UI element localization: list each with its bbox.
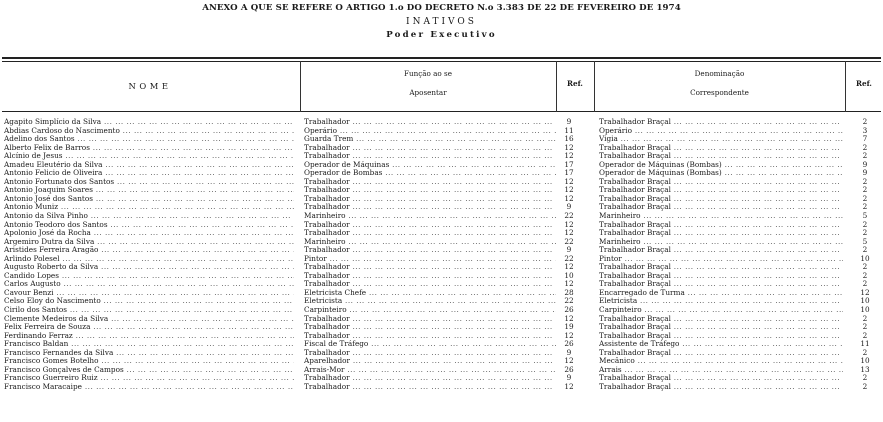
column-divider	[594, 61, 595, 112]
funcao-cell: Trabalhador ... .	[304, 323, 556, 332]
ref-cell: 22	[564, 254, 574, 263]
denominacao-cell: Mecânico ... .	[599, 357, 843, 366]
funcao-cell: Trabalhador ... .	[304, 280, 556, 289]
denominacao-cell: Carpinteiro ... .	[599, 306, 843, 315]
ref2-cell: 2	[862, 152, 868, 161]
ref-cell: 9	[566, 118, 572, 126]
funcao-cell: Operador de Bombas ... .	[304, 169, 556, 178]
funcao-cell: Fiscal de Tráfego ... .	[304, 340, 556, 349]
denominacao-cell: Trabalhador Braçal ... .	[599, 118, 843, 127]
nome-cell: Aristides Ferreira Aragão ... .	[4, 246, 294, 255]
nome-cell: Agapito Simplício da Silva ... .	[4, 118, 294, 127]
denominacao-cell: Trabalhador Braçal ... .	[599, 152, 843, 161]
ref2-cell: 2	[862, 382, 868, 391]
ref2-cell: 2	[862, 280, 868, 289]
denominacao-cell: Trabalhador Braçal ... .	[599, 229, 843, 238]
table-row	[0, 229, 883, 238]
nome-cell: Candido Lopes ... .	[4, 272, 294, 281]
ref2-cell: 2	[862, 263, 868, 272]
nome-cell: Francisco Gomes Botelho ... .	[4, 357, 294, 366]
nome-cell: Apolonio José da Rocha ... .	[4, 229, 294, 238]
ref2-cell: 2	[862, 271, 868, 280]
funcao-cell: Arrais-Mor ... .	[304, 366, 556, 375]
ref-cell: 10	[564, 271, 574, 280]
nome-cell: Augusto Roberto da Silva ... .	[4, 263, 294, 272]
ref-cell: 12	[564, 357, 574, 366]
ref-cell: 12	[564, 194, 574, 203]
table-row	[0, 161, 883, 170]
funcao-cell: Operador de Máquinas ... .	[304, 161, 556, 170]
ref2-cell: 2	[862, 186, 868, 195]
denominacao-cell: Trabalhador Braçal ... .	[599, 203, 843, 212]
ref2-cell: 2	[862, 194, 868, 203]
funcao-cell: Trabalhador ... .	[304, 144, 556, 153]
funcao-cell: Trabalhador ... .	[304, 272, 556, 281]
nome-cell: Felix Ferreira de Souza ... .	[4, 323, 294, 332]
column-header-denominacao-line2: Correspondente	[690, 88, 749, 97]
ref2-cell: 2	[862, 143, 868, 152]
funcao-cell: Trabalhador ... .	[304, 229, 556, 238]
column-header-denominacao-line1: Denominação	[694, 69, 745, 78]
ref-cell: 22	[564, 237, 574, 246]
header-bottom-rule	[2, 111, 881, 112]
funcao-cell: Eletricista Chefe ... .	[304, 289, 556, 298]
table-row	[0, 203, 883, 212]
ref2-cell: 5	[862, 237, 868, 246]
ref-cell: 9	[566, 203, 572, 212]
table-row	[0, 255, 883, 264]
nome-cell: Amadeu Eleutério da Silva ... .	[4, 161, 294, 170]
table-row	[0, 306, 883, 315]
ref-cell: 9	[566, 246, 572, 255]
table-row	[0, 118, 883, 127]
column-divider	[300, 61, 301, 112]
ref2-cell: 2	[862, 229, 868, 238]
denominacao-cell: Trabalhador Braçal ... .	[599, 315, 843, 324]
funcao-cell: Trabalhador ... .	[304, 349, 556, 358]
nome-cell: Francisco Gonçalves de Campos ... .	[4, 366, 294, 375]
nome-cell: Antonio Joaquim Soares ... .	[4, 186, 294, 195]
funcao-cell: Trabalhador ... .	[304, 195, 556, 204]
denominacao-cell: Assistente de Tráfego ... .	[599, 340, 843, 349]
ref2-cell: 2	[862, 246, 868, 255]
nome-cell: Celso Eloy do Nascimento ... .	[4, 297, 294, 306]
funcao-cell: Trabalhador ... .	[304, 178, 556, 187]
funcao-cell: Trabalhador ... .	[304, 203, 556, 212]
nome-cell: Ferdinando Ferraz ... .	[4, 332, 294, 341]
denominacao-cell: Trabalhador Braçal ... .	[599, 323, 843, 332]
table-row	[0, 374, 883, 383]
column-header-ref2: Ref.	[856, 79, 872, 88]
nome-cell: Cirilo dos Santos ... .	[4, 306, 294, 315]
table-row	[0, 340, 883, 349]
ref-cell: 17	[564, 169, 574, 178]
denominacao-cell: Vigia ... .	[599, 135, 843, 144]
document-subtitle: INATIVOS	[406, 17, 477, 27]
funcao-cell: Trabalhador ... .	[304, 383, 556, 392]
denominacao-cell: Trabalhador Braçal ... .	[599, 144, 843, 153]
ref2-cell: 2	[862, 177, 868, 186]
table-row	[0, 195, 883, 204]
funcao-cell: Trabalhador ... .	[304, 332, 556, 341]
top-rule-thick	[2, 57, 881, 59]
column-header-funcao-line2: Aposentar	[409, 88, 447, 97]
denominacao-cell: Trabalhador Braçal ... .	[599, 332, 843, 341]
ref-cell: 12	[564, 152, 574, 161]
ref2-cell: 10	[860, 297, 870, 306]
ref-cell: 16	[564, 135, 574, 144]
nome-cell: Carlos Augusto ... .	[4, 280, 294, 289]
nome-cell: Francisco Baldan ... .	[4, 340, 294, 349]
ref2-cell: 2	[862, 374, 868, 383]
nome-cell: Cavour Benzi ... .	[4, 289, 294, 298]
nome-cell: Adelino dos Santos ... .	[4, 135, 294, 144]
funcao-cell: Trabalhador ... .	[304, 186, 556, 195]
funcao-cell: Marinheiro ... .	[304, 212, 556, 221]
ref-cell: 28	[564, 288, 574, 297]
ref-cell: 19	[564, 323, 574, 332]
nome-cell: Antonio José dos Santos ... .	[4, 195, 294, 204]
funcao-cell: Aparelhador ... .	[304, 357, 556, 366]
ref-cell: 12	[564, 177, 574, 186]
nome-cell: Argemiro Dutra da Silva ... .	[4, 238, 294, 247]
ref2-cell: 13	[860, 365, 870, 374]
nome-cell: Antonio Teodoro dos Santos ... .	[4, 221, 294, 230]
table-row	[0, 272, 883, 281]
table-row	[0, 263, 883, 272]
nome-cell: Antonio da Silva Pinho ... .	[4, 212, 294, 221]
ref-cell: 12	[564, 280, 574, 289]
denominacao-cell: Operador de Máquinas (Bombas) ... .	[599, 161, 843, 170]
nome-cell: Alcínio de Jesus ... .	[4, 152, 294, 161]
denominacao-cell: Eletricista ... .	[599, 297, 843, 306]
nome-cell: Francisco Maracaipe ... .	[4, 383, 294, 392]
nome-cell: Alberto Felix de Barros ... .	[4, 144, 294, 153]
table-row	[0, 178, 883, 187]
ref-cell: 12	[564, 331, 574, 340]
funcao-cell: Marinheiro ... .	[304, 238, 556, 247]
funcao-cell: Trabalhador ... .	[304, 246, 556, 255]
funcao-cell: Carpinteiro ... .	[304, 306, 556, 315]
nome-cell: Antonio Muniz ... .	[4, 203, 294, 212]
ref2-cell: 2	[862, 331, 868, 340]
table-row	[0, 297, 883, 306]
ref2-cell: 3	[862, 126, 868, 135]
ref2-cell: 2	[862, 118, 868, 126]
ref-cell: 22	[564, 297, 574, 306]
denominacao-cell: Marinheiro ... .	[599, 212, 843, 221]
nome-cell: Antonio Fortunato dos Santos ... .	[4, 178, 294, 187]
denominacao-cell: Pintor ... .	[599, 255, 843, 264]
table-row	[0, 366, 883, 375]
inativos-table	[0, 118, 883, 392]
ref-cell: 12	[564, 143, 574, 152]
table-row	[0, 212, 883, 221]
ref-cell: 22	[564, 212, 574, 221]
table-row	[0, 289, 883, 298]
denominacao-cell: Marinheiro ... .	[599, 238, 843, 247]
funcao-cell: Pintor ... .	[304, 255, 556, 264]
nome-cell: Francisco Guerreiro Ruiz ... .	[4, 374, 294, 383]
ref-cell: 17	[564, 160, 574, 169]
nome-cell: Clemente Medeiros da Silva ... .	[4, 315, 294, 324]
ref-cell: 9	[566, 348, 572, 357]
ref2-cell: 7	[862, 135, 868, 144]
table-row	[0, 315, 883, 324]
funcao-cell: Trabalhador ... .	[304, 118, 556, 127]
funcao-cell: Operário ... .	[304, 127, 556, 136]
ref-cell: 9	[566, 374, 572, 383]
top-rule-thin	[2, 61, 881, 62]
table-row	[0, 238, 883, 247]
table-row	[0, 383, 883, 392]
table-row	[0, 332, 883, 341]
table-row	[0, 144, 883, 153]
denominacao-cell: Arrais ... .	[599, 366, 843, 375]
ref-cell: 12	[564, 229, 574, 238]
ref-cell: 26	[564, 306, 574, 315]
table-row	[0, 221, 883, 230]
column-header-nome: NOME	[128, 81, 172, 91]
denominacao-cell: Operário ... .	[599, 127, 843, 136]
denominacao-cell: Trabalhador Braçal ... .	[599, 383, 843, 392]
table-row	[0, 169, 883, 178]
ref2-cell: 2	[862, 323, 868, 332]
denominacao-cell: Trabalhador Braçal ... .	[599, 280, 843, 289]
ref-cell: 12	[564, 263, 574, 272]
nome-cell: Abdias Cardoso do Nascimento ... .	[4, 127, 294, 136]
ref2-cell: 5	[862, 212, 868, 221]
column-header-ref: Ref.	[567, 79, 583, 88]
funcao-cell: Trabalhador ... .	[304, 374, 556, 383]
ref2-cell: 2	[862, 348, 868, 357]
funcao-cell: Guarda Trem ... .	[304, 135, 556, 144]
funcao-cell: Trabalhador ... .	[304, 221, 556, 230]
ref2-cell: 9	[862, 160, 868, 169]
ref2-cell: 9	[862, 169, 868, 178]
denominacao-cell: Trabalhador Braçal ... .	[599, 246, 843, 255]
ref-cell: 26	[564, 340, 574, 349]
ref2-cell: 10	[860, 306, 870, 315]
denominacao-cell: Trabalhador Braçal ... .	[599, 178, 843, 187]
table-row	[0, 135, 883, 144]
ref2-cell: 12	[860, 288, 870, 297]
nome-cell: Antonio Felicio de Oliveira ... .	[4, 169, 294, 178]
ref2-cell: 2	[862, 203, 868, 212]
funcao-cell: Trabalhador ... .	[304, 263, 556, 272]
ref-cell: 12	[564, 314, 574, 323]
denominacao-cell: Trabalhador Braçal ... .	[599, 374, 843, 383]
funcao-cell: Trabalhador ... .	[304, 152, 556, 161]
table-row	[0, 186, 883, 195]
nome-cell: Arlindo Polesel ... .	[4, 255, 294, 264]
ref-cell: 26	[564, 365, 574, 374]
ref2-cell: 11	[860, 340, 870, 349]
ref-cell: 12	[564, 220, 574, 229]
table-row	[0, 127, 883, 136]
column-header-funcao-line1: Função ao se	[403, 69, 452, 78]
denominacao-cell: Trabalhador Braçal ... .	[599, 263, 843, 272]
table-row	[0, 280, 883, 289]
ref2-cell: 2	[862, 220, 868, 229]
denominacao-cell: Encarregado de Turma ... .	[599, 289, 843, 298]
table-row	[0, 349, 883, 358]
ref-cell: 12	[564, 382, 574, 391]
ref2-cell: 2	[862, 314, 868, 323]
denominacao-cell: Trabalhador Braçal ... .	[599, 186, 843, 195]
ref-cell: 12	[564, 186, 574, 195]
ref2-cell: 10	[860, 254, 870, 263]
denominacao-cell: Trabalhador Braçal ... .	[599, 272, 843, 281]
table-row	[0, 323, 883, 332]
denominacao-cell: Trabalhador Braçal ... .	[599, 195, 843, 204]
ref2-cell: 10	[860, 357, 870, 366]
denominacao-cell: Operador de Máquinas (Bombas) ... .	[599, 169, 843, 178]
table-row	[0, 357, 883, 366]
table-row	[0, 246, 883, 255]
funcao-cell: Trabalhador ... .	[304, 315, 556, 324]
nome-cell: Francisco Fernandes da Silva ... .	[4, 349, 294, 358]
ref-cell: 11	[564, 126, 574, 135]
denominacao-cell: Trabalhador Braçal ... .	[599, 349, 843, 358]
document-title: ANEXO A QUE SE REFERE O ARTIGO 1.o DO DECRETO N.o 3.383 DE 22 DE FEVEREIRO DE 1974	[202, 3, 681, 13]
denominacao-cell: Trabalhador Braçal ... .	[599, 221, 843, 230]
document-section: Poder Executivo	[386, 30, 497, 40]
funcao-cell: Eletricista ... .	[304, 297, 556, 306]
table-row	[0, 152, 883, 161]
